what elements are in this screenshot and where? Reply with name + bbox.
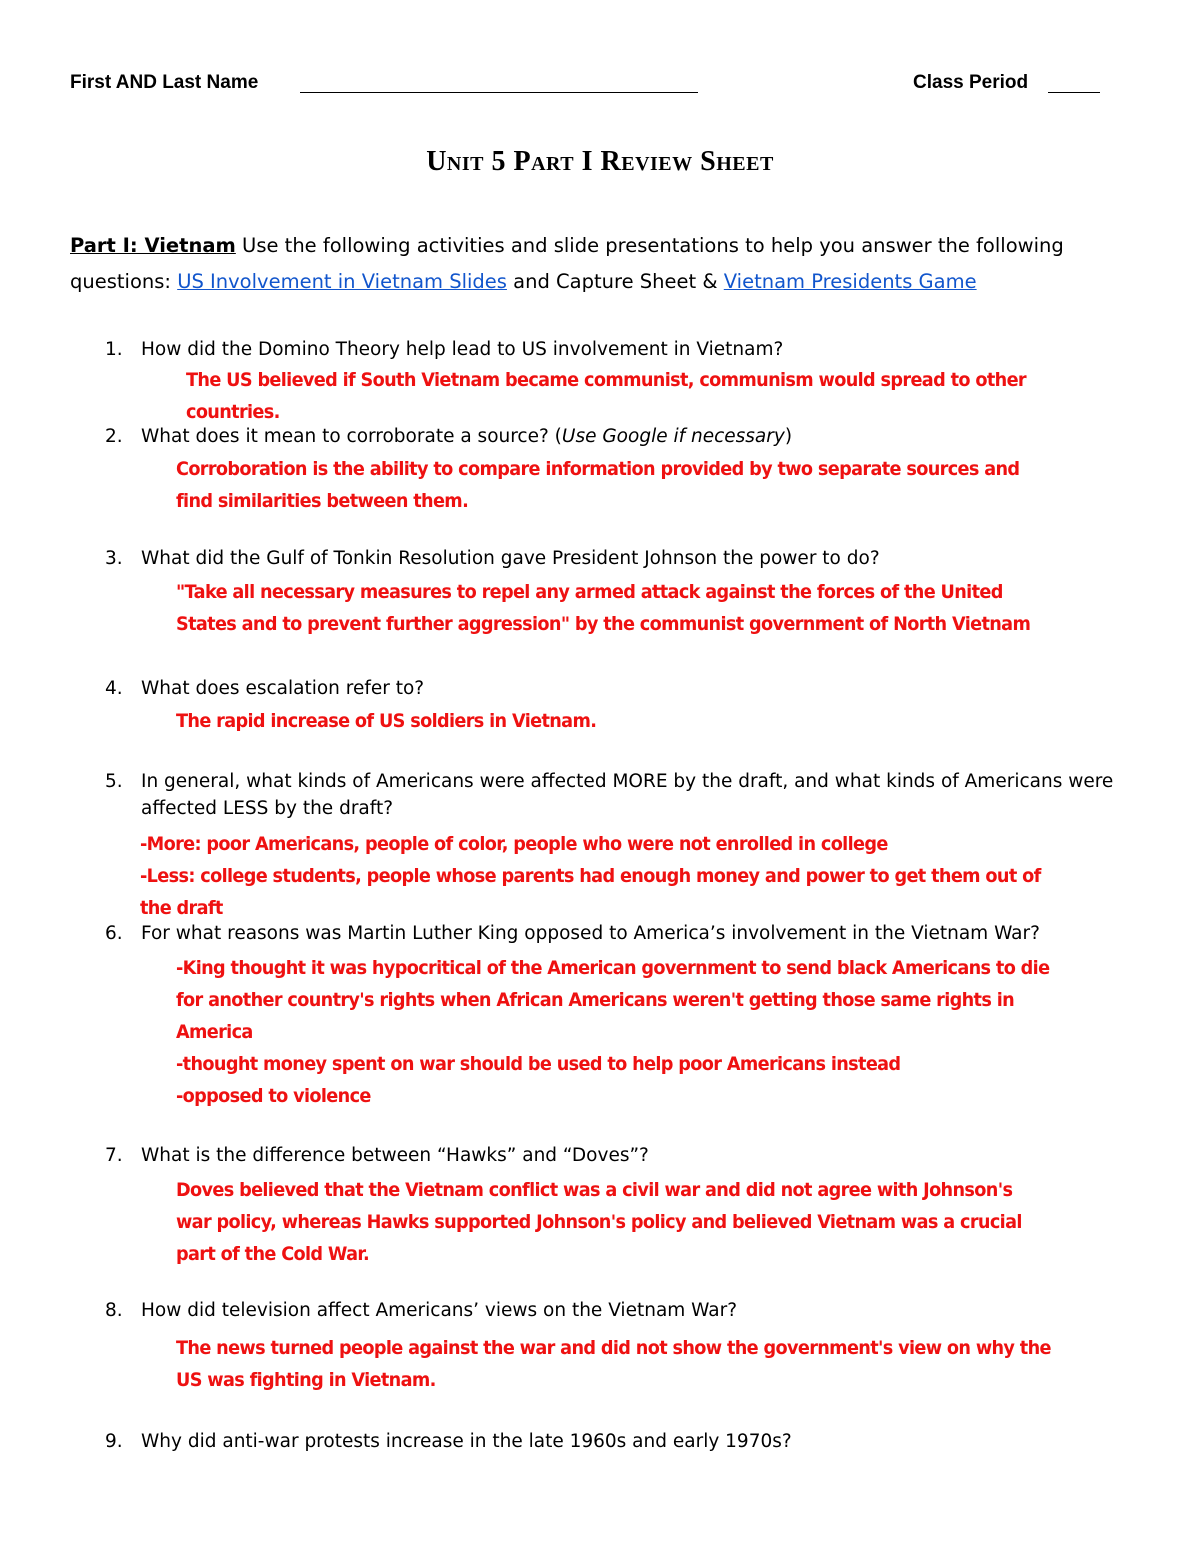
header — [70, 72, 1130, 102]
question-number: 8. — [105, 1300, 123, 1321]
answer-6: -King thought it was hypocritical of the American government to send black Americans to die for another country's rights when African Americans weren't getting those same rights in America -thought money spent on war should be used to help poor Americans instead -opposed to violence — [176, 957, 1050, 1107]
name-blank-line — [300, 92, 698, 93]
class-period-blank-line — [1048, 92, 1100, 93]
page-title: Unit 5 Part I Review Sheet — [426, 146, 774, 177]
intro-text-1: Use the following activities and slide presentations to help you answer the following questions: — [70, 234, 1064, 293]
part-intro — [70, 228, 1145, 300]
answer-2: Corroboration is the ability to compare information provided by two separate sources and find similarities between them. — [176, 458, 1020, 512]
question-text: Why did anti-war protests increase in the late 1960s and early 1970s? — [141, 1431, 792, 1452]
question-text: What did the Gulf of Tonkin Resolution gave President Johnson the power to do? — [141, 548, 880, 569]
question-text-italic: Use Google if necessary — [561, 426, 785, 447]
question-text-part: What does it mean to corroborate a source? ( — [141, 426, 562, 447]
question-text: In general, what kinds of Americans were affected MORE by the draft, and what kinds of Americans were affected LESS by the draft? — [141, 771, 1114, 819]
question-text: What does escalation refer to? — [141, 678, 425, 699]
question-text: What is the difference between “Hawks” and “Doves”? — [141, 1145, 649, 1166]
question-number: 5. — [105, 771, 123, 792]
question-number: 3. — [105, 548, 123, 569]
answer-5: -More: poor Americans, people of color, people who were not enrolled in college -Less: college students, people whose parents had enough money and power to get them out of the draft — [140, 833, 1041, 919]
question-number: 4. — [105, 678, 123, 699]
question-number: 1. — [105, 339, 123, 360]
answer-1: The US believed if South Vietnam became communist, communism would spread to other countries. — [186, 369, 1026, 423]
intro-text-2: and Capture Sheet & — [506, 270, 724, 293]
question-number: 9. — [105, 1431, 123, 1452]
question-number: 6. — [105, 923, 123, 944]
answer-7: Doves believed that the Vietnam conflict was a civil war and did not agree with Johnson's war policy, whereas Hawks supported Johnson's policy and believed Vietnam was a crucial part of the Cold War. — [176, 1179, 1022, 1265]
question-text: How did television affect Americans’ views on the Vietnam War? — [141, 1300, 738, 1321]
question-number: 2. — [105, 426, 123, 447]
question-number: 7. — [105, 1145, 123, 1166]
answer-3: "Take all necessary measures to repel any armed attack against the forces of the United States and to prevent further aggression" by the communist government of North Vietnam — [176, 581, 1031, 635]
question-text: How did the Domino Theory help lead to US involvement in Vietnam? — [141, 339, 784, 360]
answer-8: The news turned people against the war and did not show the government's view on why the US was fighting in Vietnam. — [176, 1337, 1051, 1391]
class-period-label: Class Period — [913, 72, 1029, 93]
slides-link[interactable]: US Involvement in Vietnam Slides — [177, 270, 507, 293]
part-label: Part I: Vietnam — [70, 234, 236, 257]
question-text — [141, 423, 1151, 450]
presidents-game-link[interactable]: Vietnam Presidents Game — [723, 270, 977, 293]
question-text-end: ) — [784, 426, 793, 447]
name-label: First AND Last Name — [70, 72, 259, 93]
question-text: For what reasons was Martin Luther King opposed to America’s involvement in the Vietnam War? — [141, 923, 1040, 944]
answer-4: The rapid increase of US soldiers in Vietnam. — [176, 710, 597, 732]
